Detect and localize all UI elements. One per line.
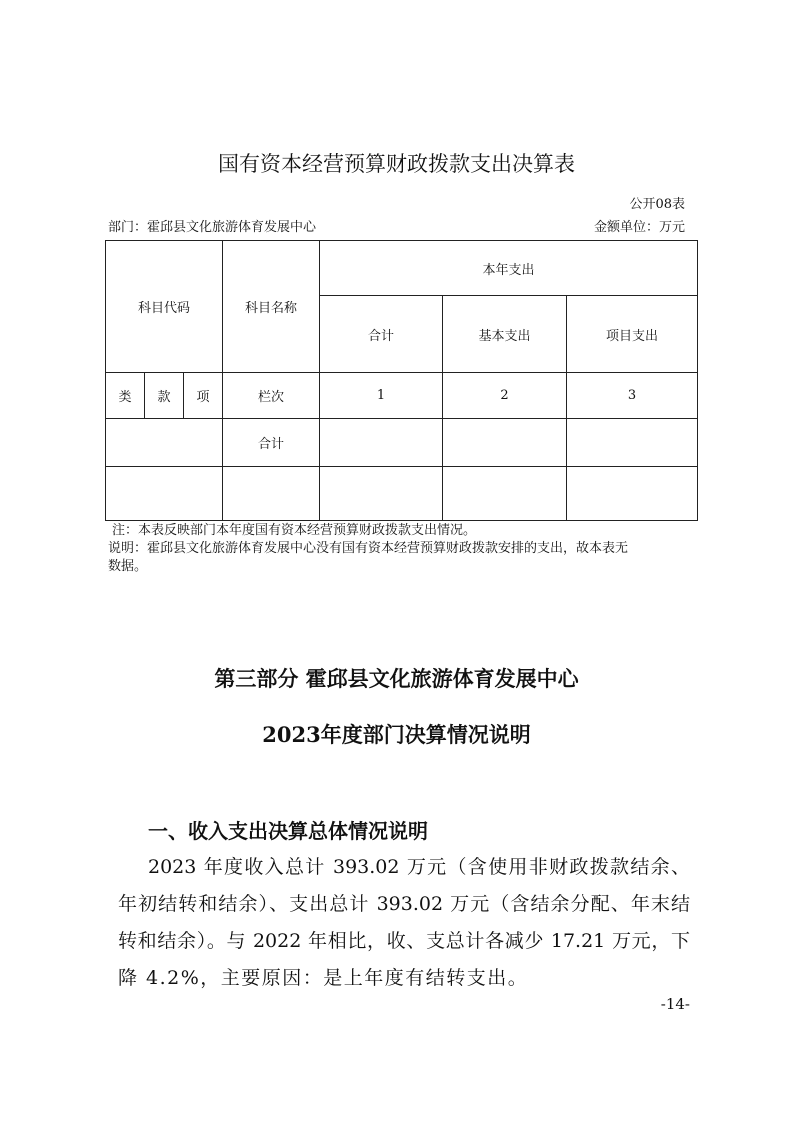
unit-label: 金额单位：万元	[593, 220, 685, 235]
note-line: 注：本表反映部门本年度国有资本经营预算财政拨款支出情况。	[112, 523, 477, 538]
total-row-label: 合计	[223, 419, 320, 467]
section-heading: 一、收入支出决算总体情况说明	[148, 819, 428, 843]
header-name: 科目名称	[223, 241, 320, 373]
expenditure-table	[105, 240, 698, 521]
part-subtitle: 2023年度部门决算情况说明	[262, 722, 531, 747]
table-code: 公开08表	[629, 197, 685, 212]
table-title: 国有资本经营预算财政拨款支出决算表	[218, 152, 575, 176]
part-title: 第三部分 霍邱县文化旅游体育发展中心	[214, 666, 579, 691]
header-lei: 类	[106, 373, 145, 419]
header-project: 项目支出	[567, 296, 698, 373]
header-kuan: 款	[145, 373, 184, 419]
paragraph-line: 转和结余）。与 2022 年相比，收、支总计各减少 17.21 万元，下	[118, 930, 690, 952]
explanation-line: 说明：霍邱县文化旅游体育发展中心没有国有资本经营预算财政拨款安排的支出，故本表无	[108, 541, 629, 556]
explanation-line-2: 数据。	[108, 559, 148, 574]
paragraph-line: 2023 年度收入总计 393.02 万元（含使用非财政拨款结余、	[148, 856, 690, 878]
header-total: 合计	[320, 296, 443, 373]
table-row	[106, 419, 698, 467]
department-label: 部门：霍邱县文化旅游体育发展中心	[108, 220, 317, 235]
header-group: 本年支出	[320, 241, 698, 296]
col-num-1: 1	[320, 373, 443, 419]
paragraph-line: 年初结转和结余）、支出总计 393.02 万元（含结余分配、年末结	[118, 893, 690, 915]
header-xiang: 项	[184, 373, 223, 419]
header-basic: 基本支出	[443, 296, 567, 373]
header-code: 科目代码	[106, 241, 223, 373]
page-number: -14-	[660, 995, 690, 1013]
table-row	[106, 467, 698, 521]
paragraph-line: 降 4.2%，主要原因：是上年度有结转支出。	[118, 967, 529, 989]
col-num-3: 3	[567, 373, 698, 419]
col-num-2: 2	[443, 373, 567, 419]
header-lanci: 栏次	[223, 373, 320, 419]
